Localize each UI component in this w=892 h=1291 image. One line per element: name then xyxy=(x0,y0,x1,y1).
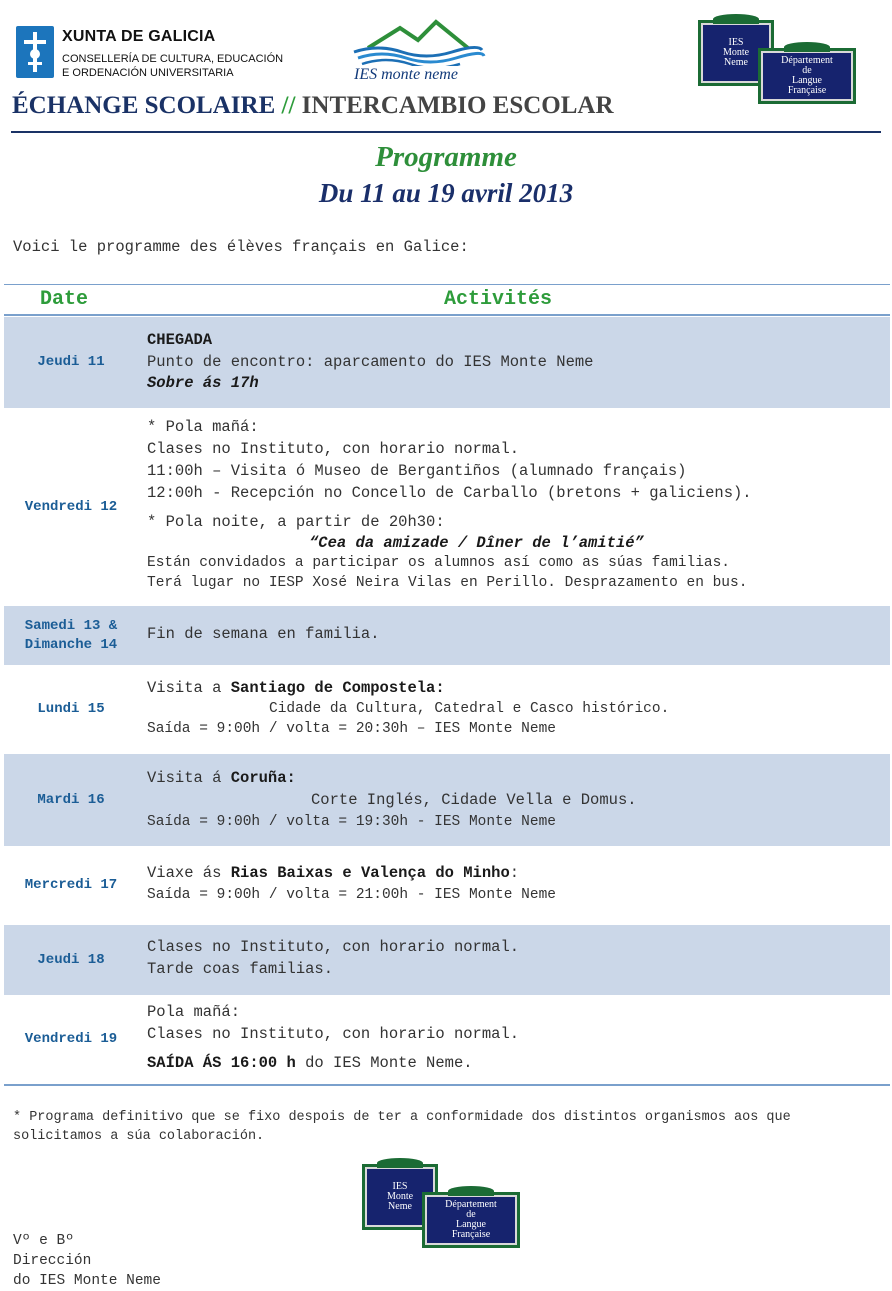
table-header xyxy=(4,284,890,316)
activity-line: Viaxe ás Rias Baixas e Valença do Minho: xyxy=(147,864,520,882)
table-row xyxy=(4,606,890,665)
activity-line: Están convidados a participar os alumnos así como as súas familias. xyxy=(147,555,730,571)
activity-line: Saída = 9:00h / volta = 20:30h – IES Monte Neme xyxy=(147,721,556,737)
column-header-activities: Activités xyxy=(444,288,553,311)
xunta-subtitle-2: E ORDENACIÓN UNIVERSITARIA xyxy=(62,67,234,79)
sign-departement-langue-francaise: Département de Langue Française xyxy=(422,1192,520,1248)
row-activities xyxy=(147,1002,886,1075)
street-signs-logo xyxy=(698,8,868,113)
table-row xyxy=(4,317,890,408)
row-activities xyxy=(147,678,886,740)
activity-line: Visita a Santiago de Compostela: xyxy=(147,679,445,697)
activity-line: CHEGADA xyxy=(147,331,213,349)
row-date: Vendredi 19 xyxy=(24,1031,118,1047)
activity-line: “Cea da amizade / Dîner de l’amitié” xyxy=(309,534,644,552)
title-fr: ÉCHANGE SCOLAIRE xyxy=(12,92,276,119)
activity-line: 12:00h - Recepción no Concello de Carballo (bretons + galiciens). xyxy=(147,484,752,502)
signature-line: Dirección xyxy=(13,1253,92,1269)
row-date: Mercredi 17 xyxy=(24,877,118,893)
page-title xyxy=(12,92,614,120)
table-row xyxy=(4,665,890,754)
row-date: Lundi 15 xyxy=(37,701,105,717)
table-row xyxy=(4,995,890,1084)
activity-line: Corte Inglés, Cidade Vella e Domus. xyxy=(311,791,637,809)
activity-line: Fin de semana en familia. xyxy=(147,625,380,643)
activity-line: Clases no Instituto, con horario normal. xyxy=(147,1024,520,1043)
table-row xyxy=(4,408,890,606)
activity-line: Punto de encontro: aparcamento do IES Monte Neme xyxy=(147,352,594,371)
row-activities xyxy=(147,863,886,906)
sign-ies-monte-neme: IES Monte Neme xyxy=(698,20,774,86)
table-row xyxy=(4,846,890,925)
activity-line: Cidade da Cultura, Catedral e Casco histórico. xyxy=(269,700,670,717)
activity-line: Saída = 9:00h / volta = 21:00h - IES Monte Neme xyxy=(147,886,556,903)
ies-monte-neme-logo xyxy=(348,18,488,88)
row-activities xyxy=(147,937,886,980)
title-es: INTERCAMBIO ESCOLAR xyxy=(301,92,614,119)
row-date: Vendredi 12 xyxy=(24,498,118,515)
xunta-emblem-icon xyxy=(16,26,54,78)
row-date: Jeudi 11 xyxy=(37,354,105,370)
activity-line: Terá lugar no IESP Xosé Neira Vilas en Perillo. Desprazamento en bus. xyxy=(147,575,748,591)
xunta-title: XUNTA DE GALICIA xyxy=(62,28,216,45)
mountain-waves-icon xyxy=(348,18,488,66)
footnote: * Programa definitivo que se fixo despois de ter a conformidade dos distintos organismos aos que solicitamos a súa colaboración. xyxy=(13,1110,791,1144)
activity-line: Tarde coas familias. xyxy=(147,959,334,978)
row-activities xyxy=(147,330,886,395)
activity-line: Visita á Coruña: xyxy=(147,769,296,787)
ies-logo-text: IES monte neme xyxy=(354,66,458,83)
activity-line: Clases no Instituto, con horario normal. xyxy=(147,440,520,458)
row-activities xyxy=(147,767,886,833)
row-date: Jeudi 18 xyxy=(37,951,105,968)
xunta-logo xyxy=(16,26,296,82)
activity-line: Clases no Instituto, con horario normal. xyxy=(147,938,520,956)
activity-line: Sobre ás 17h xyxy=(147,374,259,392)
activity-line: Pola mañá: xyxy=(147,1003,241,1021)
table-row xyxy=(4,754,890,846)
row-date: Mardi 16 xyxy=(37,791,105,808)
table-bottom-divider xyxy=(4,1084,890,1086)
sign-ies-monte-neme: IES Monte Neme xyxy=(362,1164,438,1230)
activity-line: SAÍDA ÁS 16:00 h do IES Monte Neme. xyxy=(147,1054,473,1072)
table-row xyxy=(4,925,890,995)
title-separator: // xyxy=(281,92,296,119)
xunta-subtitle-1: CONSELLERÍA DE CULTURA, EDUCACIÓN xyxy=(62,53,284,65)
title-divider xyxy=(11,131,881,133)
signature-block xyxy=(13,1231,161,1291)
activity-line: * Pola noite, a partir de 20h30: xyxy=(147,513,445,531)
programme-dates: Du 11 au 19 avril 2013 xyxy=(318,178,574,208)
row-date: Samedi 13 & Dimanche 14 xyxy=(24,617,118,653)
signature-line: do IES Monte Neme xyxy=(13,1273,161,1289)
programme-title: Programme xyxy=(375,141,517,173)
street-signs-logo-bottom xyxy=(362,1152,532,1257)
column-header-date: Date xyxy=(40,288,89,311)
intro-text: Voici le programme des élèves français en Galice: xyxy=(13,238,469,256)
signature-line: Vº e Bº xyxy=(13,1233,74,1249)
row-activities xyxy=(147,624,886,646)
activity-line: 11:00h – Visita ó Museo de Bergantiños (alumnado français) xyxy=(147,462,687,480)
sign-departement-langue-francaise: Département de Langue Française xyxy=(758,48,856,104)
row-activities xyxy=(147,416,886,593)
activity-line: * Pola mañá: xyxy=(147,418,259,436)
activity-line: Saída = 9:00h / volta = 19:30h - IES Monte Neme xyxy=(147,814,556,830)
